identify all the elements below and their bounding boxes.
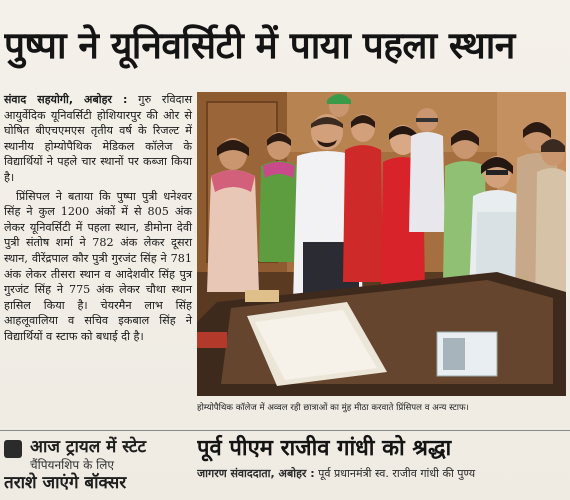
article-paragraph-2: प्रिंसिपल ने बताया कि पुष्पा पुत्री धनेश्वर सिंह ने कुल 1200 अंकों में से 805 अंक लेकर यूनिवर्सिटी में पहला स्थान, डीमोना देवी पुत्री संतोष शर्मा ने 782 अंक लेकर दूसरा स्थान, वीरेंद्रपाल कौर पुत्री गुरजंट सिंह ने 781 अंक लेकर तीसरा स्थान व आदेशवीर सिंह पुत्र गुरजंट सिंह ने 775 अंक लेकर चौथा स्थान हासिल किया है। चेयरमैन लाभ सिंह आहलूवालिया व सचिव इकबाल सिंह ने विद्यार्थियों व स्टाफ को बधाई दी है। [4, 189, 192, 343]
lower-story-body [197, 466, 570, 481]
article-headline: पुष्पा ने यूनिवर्सिटी में पाया पहला स्थान [4, 24, 515, 67]
lower-story-dateline: जागरण संवाददाता, अबोहर : [197, 467, 315, 480]
sidebar-story [4, 436, 190, 500]
sidebar-story-headline-line-2: चैंपियनशिप के लिए [30, 458, 114, 472]
sidebar-story-headline-line-3: तराशे जाएंगे बॉक्सर [4, 473, 127, 493]
lower-story [197, 432, 570, 500]
article-paragraph-1 [4, 92, 192, 186]
article-body [4, 92, 192, 348]
section-divider [0, 430, 570, 431]
group-photo-illustration [197, 92, 566, 396]
news-photo [197, 92, 566, 396]
article-dateline: संवाद सहयोगी, अबोहर : [4, 93, 128, 106]
sidebar-story-headline-line-1: आज ट्रायल में स्टेट [30, 437, 147, 457]
article-paragraph-1-text: गुरु रविदास आयुर्वेदिक यूनिवर्सिटी होशियारपुर की ओर से घोषित बीएचएमएस तृतीय वर्ष के रिजल्ट में स्थानीय होम्योपैथिक मेडिकल कॉलेज के विद्यार्थियों ने पहले चार स्थानों पर कब्जा किया है। [4, 93, 193, 184]
lower-story-headline: पूर्व पीएम राजीव गांधी को श्रद्धा [197, 436, 452, 461]
section-marker-icon [4, 440, 22, 458]
lower-story-text: पूर्व प्रधानमंत्री स्व. राजीव गांधी की पुण्य [318, 467, 476, 480]
photo-caption: होम्योपैथिक कॉलेज में अव्वल रही छात्राओं का मुंह मीठा करवाते प्रिंसिपल व अन्य स्टाफ। [197, 403, 469, 413]
